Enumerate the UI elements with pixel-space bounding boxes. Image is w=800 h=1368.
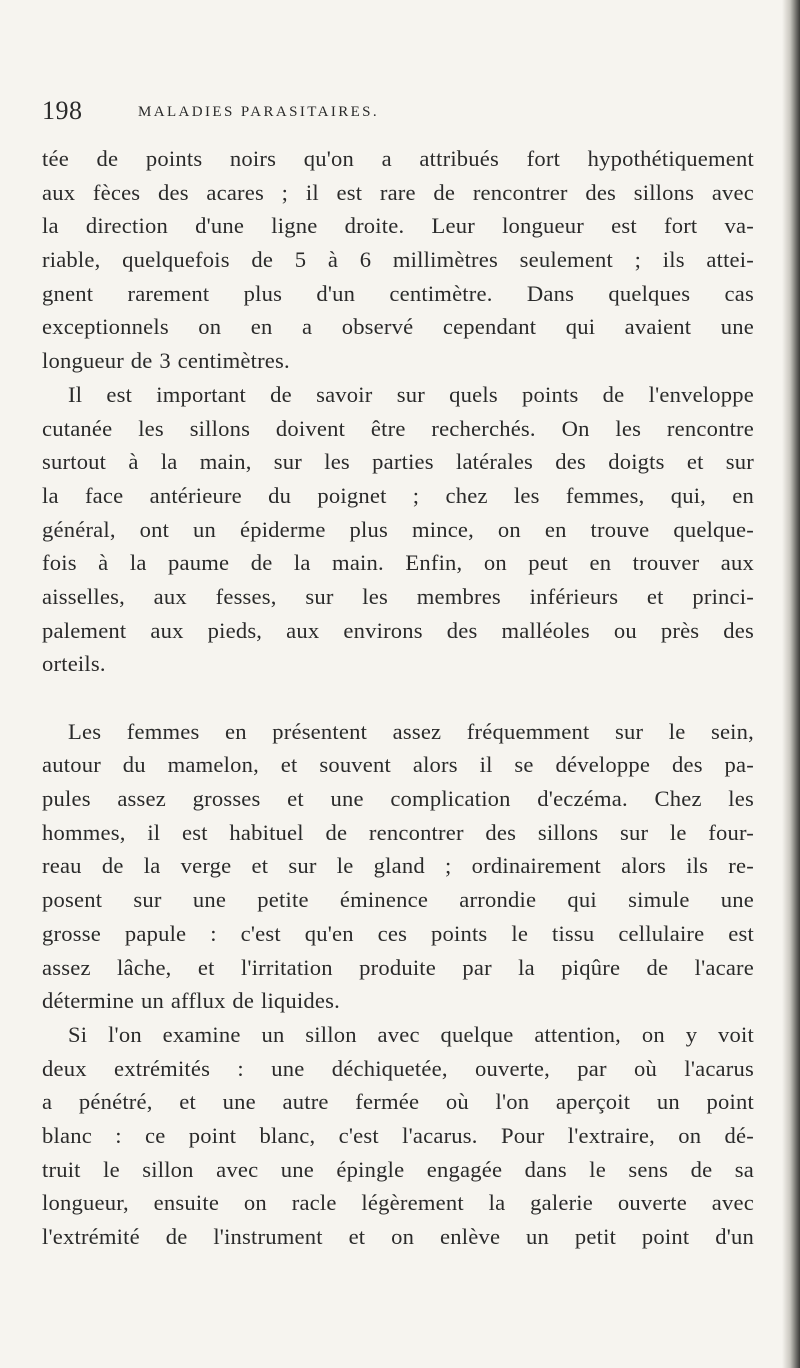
text-line: l'extrémité de l'instrument et on enlève un petit point d'un: [42, 1224, 754, 1249]
text-line: blanc : ce point blanc, c'est l'acarus. Pour l'extraire, on dé-: [42, 1122, 754, 1148]
text-line: général, ont un épiderme plus mince, on en trouve quelque-: [42, 516, 754, 542]
text-line: la direction d'une ligne droite. Leur longueur est fort va-: [42, 213, 754, 239]
paragraph: [42, 142, 754, 378]
text-line: a pénétré, et une autre fermée où l'on aperçoit un point: [42, 1089, 754, 1115]
text-line: Si l'on examine un sillon avec quelque attention, on y voit: [68, 1021, 754, 1047]
paragraph: [42, 715, 754, 1018]
text-line: Les femmes en présentent assez fréquemment sur le sein,: [68, 718, 754, 744]
text-line: riable, quelquefois de 5 à 6 millimètres seulement ; ils attei-: [42, 247, 754, 273]
text-line: pules assez grosses et une complication d'eczéma. Chez les: [42, 786, 754, 812]
text-line: palement aux pieds, aux environs des malléoles ou près des: [42, 617, 754, 643]
text-line: longueur, ensuite on racle légèrement la galerie ouverte avec: [42, 1190, 754, 1216]
text-line: grosse papule : c'est qu'en ces points le tissu cellulaire est: [42, 920, 754, 946]
text-line: posent sur une petite éminence arrondie qui simule une: [42, 887, 754, 913]
paragraph: [42, 1018, 754, 1254]
text-line: autour du mamelon, et souvent alors il se développe des pa-: [42, 752, 754, 778]
page-edge-shadow: [782, 0, 800, 1368]
text-line: aisselles, aux fesses, sur les membres inférieurs et princi-: [42, 583, 754, 609]
text-line: cutanée les sillons doivent être recherchés. On les rencontre: [42, 415, 754, 441]
text-line: fois à la paume de la main. Enfin, on peut en trouver aux: [42, 550, 754, 576]
text-line: orteils.: [42, 651, 106, 677]
page-number: 198: [42, 96, 83, 125]
text-line: assez lâche, et l'irritation produite par la piqûre de l'acare: [42, 954, 754, 980]
body-text: [42, 142, 754, 1254]
text-line: exceptionnels on en a observé cependant qui avaient une: [42, 314, 754, 340]
text-line: aux fèces des acares ; il est rare de rencontrer des sillons avec: [42, 179, 754, 205]
paragraph: [42, 378, 754, 715]
text-line: détermine un afflux de liquides.: [42, 988, 340, 1014]
text-line: truit le sillon avec une épingle engagée dans le sens de sa: [42, 1156, 754, 1182]
text-line: reau de la verge et sur le gland ; ordinairement alors ils re-: [42, 853, 754, 879]
text-line: la face antérieure du poignet ; chez les femmes, qui, en: [42, 482, 754, 508]
text-line: [42, 681, 754, 715]
running-head: MALADIES PARASITAIRES.: [138, 104, 380, 120]
text-line: hommes, il est habituel de rencontrer des sillons sur le four-: [42, 819, 754, 845]
page-header: [42, 96, 742, 130]
text-line: surtout à la main, sur les parties latérales des doigts et sur: [42, 449, 754, 475]
text-line: deux extrémités : une déchiquetée, ouverte, par où l'acarus: [42, 1055, 754, 1081]
text-line: gnent rarement plus d'un centimètre. Dans quelques cas: [42, 280, 754, 306]
text-line: longueur de 3 centimètres.: [42, 348, 290, 374]
text-line: Il est important de savoir sur quels points de l'enveloppe: [68, 381, 754, 407]
text-line: tée de points noirs qu'on a attribués fort hypothétiquement: [42, 146, 754, 171]
